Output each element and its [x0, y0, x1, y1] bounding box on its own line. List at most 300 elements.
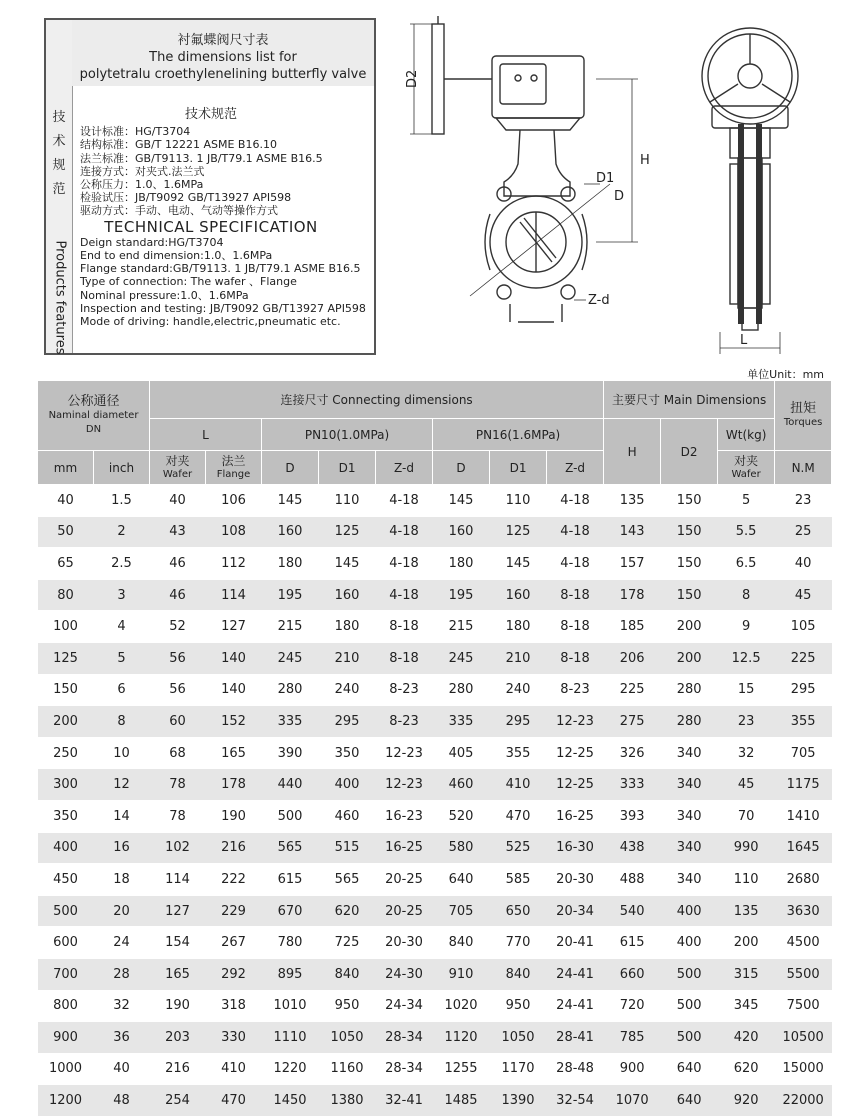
cell-l-wafer: 40 — [150, 485, 206, 517]
cell-dn-mm: 900 — [38, 1022, 94, 1054]
cell-pn10-d: 500 — [262, 800, 319, 832]
table-row — [38, 864, 832, 896]
spec-line-en: Mode of driving: handle,electric,pneumatic etc. — [80, 315, 341, 329]
cell-pn16-zd: 4-18 — [547, 548, 604, 580]
header-torque-en: Torques — [783, 416, 823, 428]
cell-dn-inch: 20 — [94, 895, 150, 927]
cell-pn10-d1: 240 — [319, 674, 376, 706]
cell-pn10-d: 440 — [262, 769, 319, 801]
title-cn: 衬氟蝶阀尺寸表 — [177, 33, 269, 48]
side-char: 技 — [52, 110, 66, 125]
cell-dn-mm: 700 — [38, 958, 94, 990]
cell-l-flange: 190 — [206, 800, 262, 832]
cell-l-wafer: 56 — [150, 674, 206, 706]
cell-wt-wafer: 315 — [718, 958, 775, 990]
cell-pn16-d: 215 — [433, 611, 490, 643]
table-row — [38, 611, 832, 643]
cell-pn16-d: 1120 — [433, 1022, 490, 1054]
cell-pn10-d: 1110 — [262, 1022, 319, 1054]
cell-d2: 400 — [661, 895, 718, 927]
cell-pn16-d: 840 — [433, 927, 490, 959]
cell-pn10-zd: 4-18 — [376, 579, 433, 611]
cell-pn10-d1: 400 — [319, 769, 376, 801]
spec-line-cn: 检验试压：JB/T9092 GB/T13927 API598 — [80, 191, 292, 205]
cell-dn-inch: 40 — [94, 1053, 150, 1085]
cell-l-flange: 267 — [206, 927, 262, 959]
cell-l-wafer: 78 — [150, 769, 206, 801]
cell-l-wafer: 154 — [150, 927, 206, 959]
gearbox — [492, 56, 584, 118]
cell-pn10-d: 145 — [262, 485, 319, 517]
cell-pn16-zd: 16-25 — [547, 800, 604, 832]
cell-l-wafer: 102 — [150, 832, 206, 864]
spec-line-en: Inspection and testing: JB/T9092 GB/T13927 API598 — [80, 301, 366, 315]
table-row — [38, 548, 832, 580]
cell-l-wafer: 78 — [150, 800, 206, 832]
cell-dn-mm: 450 — [38, 864, 94, 896]
cell-d2: 500 — [661, 990, 718, 1022]
cell-torque: 2680 — [775, 864, 832, 896]
cell-pn10-d: 1010 — [262, 990, 319, 1022]
spec-line-cn: 公称压力：1.0、1.6MPa — [80, 178, 204, 192]
side-char: 术 — [52, 134, 66, 149]
cell-l-wafer: 254 — [150, 1085, 206, 1117]
cell-l-flange: 318 — [206, 990, 262, 1022]
cell-l-wafer: 46 — [150, 548, 206, 580]
cell-wt-wafer: 135 — [718, 895, 775, 927]
cell-torque: 295 — [775, 674, 832, 706]
cell-dn-inch: 6 — [94, 674, 150, 706]
cell-pn10-d1: 145 — [319, 548, 376, 580]
cell-torque: 105 — [775, 611, 832, 643]
cell-pn16-d1: 1050 — [490, 1022, 547, 1054]
cell-dn-inch: 4 — [94, 611, 150, 643]
cell-wt-wafer: 45 — [718, 769, 775, 801]
cell-d2: 280 — [661, 706, 718, 738]
cell-dn-mm: 100 — [38, 611, 94, 643]
header-pn10: PN10(1.0MPa) — [262, 419, 433, 451]
cell-pn10-zd: 24-30 — [376, 958, 433, 990]
cell-pn16-d1: 240 — [490, 674, 547, 706]
cell-dn-inch: 8 — [94, 706, 150, 738]
cell-dn-mm: 1000 — [38, 1053, 94, 1085]
spec-line-en: Type of connection: The wafer 、Flange — [80, 275, 297, 289]
header-wafer — [150, 451, 206, 485]
table-row — [38, 1085, 832, 1117]
cell-d2: 200 — [661, 611, 718, 643]
cell-h: 143 — [604, 516, 661, 548]
cell-dn-inch: 36 — [94, 1022, 150, 1054]
cell-pn16-d: 145 — [433, 485, 490, 517]
label-d: D — [614, 189, 625, 204]
header-dn — [38, 381, 150, 451]
cell-pn16-d1: 355 — [490, 737, 547, 769]
table-row — [38, 706, 832, 738]
cell-d2: 500 — [661, 1022, 718, 1054]
table-row — [38, 1022, 832, 1054]
cell-torque: 355 — [775, 706, 832, 738]
cell-dn-inch: 10 — [94, 737, 150, 769]
cell-pn10-d1: 460 — [319, 800, 376, 832]
cell-dn-inch: 28 — [94, 958, 150, 990]
cell-pn10-zd: 8-23 — [376, 706, 433, 738]
cell-dn-mm: 250 — [38, 737, 94, 769]
cell-pn16-d: 245 — [433, 642, 490, 674]
cell-wt-wafer: 420 — [718, 1022, 775, 1054]
cell-l-flange: 165 — [206, 737, 262, 769]
cell-l-wafer: 52 — [150, 611, 206, 643]
cell-l-wafer: 190 — [150, 990, 206, 1022]
cell-wt-wafer: 32 — [718, 737, 775, 769]
cell-dn-inch: 2 — [94, 516, 150, 548]
header-mm: mm — [38, 451, 94, 485]
cell-dn-inch: 3 — [94, 579, 150, 611]
cell-h: 660 — [604, 958, 661, 990]
cell-pn16-zd: 12-23 — [547, 706, 604, 738]
cell-d2: 400 — [661, 927, 718, 959]
title-en-line2: polytetralu croethylenelining butterfly valve — [79, 67, 367, 82]
cell-pn10-d1: 180 — [319, 611, 376, 643]
cell-h: 785 — [604, 1022, 661, 1054]
cell-pn10-d: 180 — [262, 548, 319, 580]
cell-pn10-d: 615 — [262, 864, 319, 896]
cell-l-flange: 140 — [206, 642, 262, 674]
cell-dn-mm: 150 — [38, 674, 94, 706]
header-main: 主要尺寸 Main Dimensions — [604, 381, 775, 419]
cell-h: 615 — [604, 927, 661, 959]
cell-l-flange: 229 — [206, 895, 262, 927]
cell-torque: 1410 — [775, 800, 832, 832]
cell-pn16-d1: 210 — [490, 642, 547, 674]
cell-torque: 225 — [775, 642, 832, 674]
cell-pn10-zd: 8-18 — [376, 611, 433, 643]
cell-pn16-d1: 1170 — [490, 1053, 547, 1085]
cell-pn16-d1: 950 — [490, 990, 547, 1022]
tech-spec-cn-title: 技术规范 — [184, 107, 237, 122]
cell-l-wafer: 165 — [150, 958, 206, 990]
cell-wt-wafer: 345 — [718, 990, 775, 1022]
cell-h: 178 — [604, 579, 661, 611]
cell-l-wafer: 60 — [150, 706, 206, 738]
cell-dn-inch: 12 — [94, 769, 150, 801]
cell-d2: 150 — [661, 548, 718, 580]
cell-pn16-d1: 470 — [490, 800, 547, 832]
table-row — [38, 990, 832, 1022]
cell-dn-inch: 1.5 — [94, 485, 150, 517]
cell-h: 438 — [604, 832, 661, 864]
cell-pn10-zd: 4-18 — [376, 485, 433, 517]
cell-l-flange: 140 — [206, 674, 262, 706]
cell-pn16-zd: 28-48 — [547, 1053, 604, 1085]
cell-dn-mm: 200 — [38, 706, 94, 738]
side-char: 范 — [52, 182, 66, 197]
cell-pn16-d: 520 — [433, 800, 490, 832]
cell-dn-mm: 125 — [38, 642, 94, 674]
cell-h: 900 — [604, 1053, 661, 1085]
cell-pn16-d1: 125 — [490, 516, 547, 548]
cell-dn-mm: 800 — [38, 990, 94, 1022]
cell-dn-inch: 18 — [94, 864, 150, 896]
cell-pn10-d: 1220 — [262, 1053, 319, 1085]
cell-d2: 150 — [661, 485, 718, 517]
cell-pn10-d: 215 — [262, 611, 319, 643]
table-row — [38, 1053, 832, 1085]
cell-d2: 340 — [661, 769, 718, 801]
cell-wt-wafer: 5 — [718, 485, 775, 517]
cell-wt-wafer: 110 — [718, 864, 775, 896]
header-H: H — [604, 419, 661, 485]
cell-d2: 340 — [661, 800, 718, 832]
header-pn16-zd: Z-d — [547, 451, 604, 485]
cell-pn10-d1: 950 — [319, 990, 376, 1022]
cell-l-wafer: 203 — [150, 1022, 206, 1054]
cell-pn10-d: 280 — [262, 674, 319, 706]
cell-l-wafer: 46 — [150, 579, 206, 611]
table-row — [38, 800, 832, 832]
spec-body — [80, 108, 372, 328]
header-dn-cn: 公称通径 — [67, 393, 120, 409]
cell-d2: 340 — [661, 864, 718, 896]
cell-pn10-zd: 8-18 — [376, 642, 433, 674]
tech-spec-en-title: TECHNICAL SPECIFICATION — [104, 217, 318, 236]
header-torque-cn: 扭矩 — [790, 400, 817, 416]
cell-wt-wafer: 990 — [718, 832, 775, 864]
header-wt-wafer-cn: 对夹 — [734, 453, 759, 468]
cell-h: 333 — [604, 769, 661, 801]
header-pn10-zd: Z-d — [376, 451, 433, 485]
table-row — [38, 769, 832, 801]
cell-torque: 23 — [775, 485, 832, 517]
cell-pn10-d1: 1050 — [319, 1022, 376, 1054]
cell-pn10-d: 195 — [262, 579, 319, 611]
cell-pn16-d: 1020 — [433, 990, 490, 1022]
cell-pn16-d1: 410 — [490, 769, 547, 801]
header-D2: D2 — [661, 419, 718, 485]
cell-pn10-d1: 350 — [319, 737, 376, 769]
cell-pn16-zd: 24-41 — [547, 958, 604, 990]
label-zd: Z-d — [588, 293, 610, 308]
header-pn16-d1: D1 — [490, 451, 547, 485]
spec-line-en: Flange standard:GB/T9113. 1 JB/T79.1 ASME B16.5 — [80, 262, 361, 276]
cell-l-flange: 106 — [206, 485, 262, 517]
spec-header — [72, 20, 374, 86]
cell-torque: 40 — [775, 548, 832, 580]
cell-h: 393 — [604, 800, 661, 832]
header-wt-wafer — [718, 451, 775, 485]
cell-d2: 280 — [661, 674, 718, 706]
cell-pn10-zd: 4-18 — [376, 516, 433, 548]
cell-wt-wafer: 12.5 — [718, 642, 775, 674]
cell-dn-inch: 14 — [94, 800, 150, 832]
spec-line-cn: 结构标准：GB/T 12221 ASME B16.10 — [80, 138, 277, 152]
cell-dn-inch: 48 — [94, 1085, 150, 1117]
cell-h: 488 — [604, 864, 661, 896]
cell-wt-wafer: 15 — [718, 674, 775, 706]
cell-wt-wafer: 6.5 — [718, 548, 775, 580]
cell-dn-inch: 2.5 — [94, 548, 150, 580]
cell-pn10-zd: 12-23 — [376, 737, 433, 769]
cell-pn10-d: 390 — [262, 737, 319, 769]
cell-l-flange: 178 — [206, 769, 262, 801]
cell-h: 135 — [604, 485, 661, 517]
table-row — [38, 737, 832, 769]
cell-dn-inch: 24 — [94, 927, 150, 959]
cell-d2: 500 — [661, 958, 718, 990]
side-label-bar — [46, 20, 73, 353]
cell-dn-mm: 400 — [38, 832, 94, 864]
cell-pn16-d: 405 — [433, 737, 490, 769]
cell-l-flange: 292 — [206, 958, 262, 990]
cell-pn16-d1: 585 — [490, 864, 547, 896]
cell-pn16-d: 160 — [433, 516, 490, 548]
cell-pn16-zd: 32-54 — [547, 1085, 604, 1117]
cell-torque: 10500 — [775, 1022, 832, 1054]
cell-pn10-d1: 620 — [319, 895, 376, 927]
header-dn-en: Naminal diameter — [48, 409, 139, 421]
header-wafer-en: Wafer — [162, 468, 193, 480]
cell-pn10-zd: 28-34 — [376, 1022, 433, 1054]
cell-h: 1070 — [604, 1085, 661, 1117]
spec-line-en: Deign standard:HG/T3704 — [80, 235, 224, 249]
header-pn10-d: D — [262, 451, 319, 485]
cell-l-flange: 222 — [206, 864, 262, 896]
cell-pn16-zd: 12-25 — [547, 769, 604, 801]
cell-pn10-d1: 1160 — [319, 1053, 376, 1085]
cell-pn16-d1: 1390 — [490, 1085, 547, 1117]
cell-torque: 5500 — [775, 958, 832, 990]
cell-pn16-d: 640 — [433, 864, 490, 896]
cell-l-wafer: 68 — [150, 737, 206, 769]
spec-line-cn: 设计标准：HG/T3704 — [80, 125, 191, 139]
cell-l-wafer: 127 — [150, 895, 206, 927]
cell-h: 225 — [604, 674, 661, 706]
cell-pn16-zd: 8-18 — [547, 579, 604, 611]
cell-pn16-d1: 160 — [490, 579, 547, 611]
cell-d2: 200 — [661, 642, 718, 674]
spec-line-en: Nominal pressure:1.0、1.6MPa — [80, 288, 249, 302]
cell-pn16-d1: 295 — [490, 706, 547, 738]
cell-l-flange: 114 — [206, 579, 262, 611]
side-char: 规 — [52, 158, 66, 173]
cell-pn10-d1: 725 — [319, 927, 376, 959]
cell-pn10-zd: 20-25 — [376, 895, 433, 927]
cell-pn10-zd: 20-25 — [376, 864, 433, 896]
header-pn16-d: D — [433, 451, 490, 485]
cell-pn16-zd: 20-34 — [547, 895, 604, 927]
cell-pn16-d: 705 — [433, 895, 490, 927]
table-row — [38, 674, 832, 706]
header-connecting: 连接尺寸 Connecting dimensions — [150, 381, 604, 419]
header-wt: Wt(kg) — [718, 419, 775, 451]
cell-pn16-d: 1485 — [433, 1085, 490, 1117]
cell-pn10-zd: 32-41 — [376, 1085, 433, 1117]
header-flange-en: Flange — [216, 468, 251, 480]
cell-torque: 45 — [775, 579, 832, 611]
cell-l-wafer: 114 — [150, 864, 206, 896]
spec-line-cn: 连接方式：对夹式.法兰式 — [80, 164, 205, 178]
cell-pn16-d: 180 — [433, 548, 490, 580]
cell-dn-mm: 65 — [38, 548, 94, 580]
cell-pn16-zd: 4-18 — [547, 485, 604, 517]
cell-pn16-zd: 8-23 — [547, 674, 604, 706]
cell-wt-wafer: 5.5 — [718, 516, 775, 548]
cell-d2: 340 — [661, 737, 718, 769]
cell-pn10-d1: 295 — [319, 706, 376, 738]
cell-pn16-d: 335 — [433, 706, 490, 738]
cell-l-flange: 410 — [206, 1053, 262, 1085]
cell-pn16-d1: 180 — [490, 611, 547, 643]
cell-wt-wafer: 920 — [718, 1085, 775, 1117]
cell-l-flange: 112 — [206, 548, 262, 580]
cell-h: 157 — [604, 548, 661, 580]
cell-pn16-zd: 8-18 — [547, 611, 604, 643]
header-flange-cn: 法兰 — [221, 453, 246, 468]
cell-pn16-d1: 525 — [490, 832, 547, 864]
header-pn10-d1: D1 — [319, 451, 376, 485]
header-torque — [775, 381, 832, 451]
cell-torque: 15000 — [775, 1053, 832, 1085]
header-wafer-cn: 对夹 — [165, 453, 190, 468]
cell-pn10-d1: 515 — [319, 832, 376, 864]
cell-h: 185 — [604, 611, 661, 643]
cell-l-flange: 470 — [206, 1085, 262, 1117]
table-row — [38, 485, 832, 517]
header-dn-abbr: DN — [85, 423, 102, 435]
cell-dn-inch: 16 — [94, 832, 150, 864]
header-pn16: PN16(1.6MPa) — [433, 419, 604, 451]
cell-torque: 7500 — [775, 990, 832, 1022]
cell-h: 206 — [604, 642, 661, 674]
cell-wt-wafer: 200 — [718, 927, 775, 959]
cell-wt-wafer: 620 — [718, 1053, 775, 1085]
cell-pn10-d1: 840 — [319, 958, 376, 990]
cell-pn16-zd: 20-41 — [547, 927, 604, 959]
cell-pn16-d1: 650 — [490, 895, 547, 927]
side-label-en: Products features — [52, 240, 68, 355]
cell-pn16-zd: 4-18 — [547, 516, 604, 548]
cell-d2: 640 — [661, 1053, 718, 1085]
cell-pn10-d: 335 — [262, 706, 319, 738]
cell-pn10-zd: 16-25 — [376, 832, 433, 864]
cell-pn10-d: 160 — [262, 516, 319, 548]
cell-pn10-zd: 16-23 — [376, 800, 433, 832]
dimension-table — [37, 380, 832, 1117]
cell-l-wafer: 43 — [150, 516, 206, 548]
cell-pn10-zd: 8-23 — [376, 674, 433, 706]
cell-pn16-zd: 24-41 — [547, 990, 604, 1022]
cell-torque: 22000 — [775, 1085, 832, 1117]
cell-pn10-d1: 110 — [319, 485, 376, 517]
spec-line-cn: 法兰标准：GB/T9113. 1 JB/T79.1 ASME B16.5 — [80, 151, 323, 165]
cell-l-flange: 216 — [206, 832, 262, 864]
handwheel-rim — [432, 24, 444, 134]
cell-pn10-zd: 24-34 — [376, 990, 433, 1022]
cell-pn16-d1: 145 — [490, 548, 547, 580]
cell-pn10-d: 565 — [262, 832, 319, 864]
cell-pn16-d1: 110 — [490, 485, 547, 517]
cell-l-flange: 108 — [206, 516, 262, 548]
table-body — [38, 485, 832, 1117]
header-flange — [206, 451, 262, 485]
title-en-line1: The dimensions list for — [149, 50, 297, 65]
cell-pn16-d: 280 — [433, 674, 490, 706]
cell-pn16-zd: 8-18 — [547, 642, 604, 674]
cell-wt-wafer: 23 — [718, 706, 775, 738]
cell-pn16-d: 910 — [433, 958, 490, 990]
cell-torque: 3630 — [775, 895, 832, 927]
spec-panel — [44, 18, 376, 355]
cell-pn10-zd: 4-18 — [376, 548, 433, 580]
